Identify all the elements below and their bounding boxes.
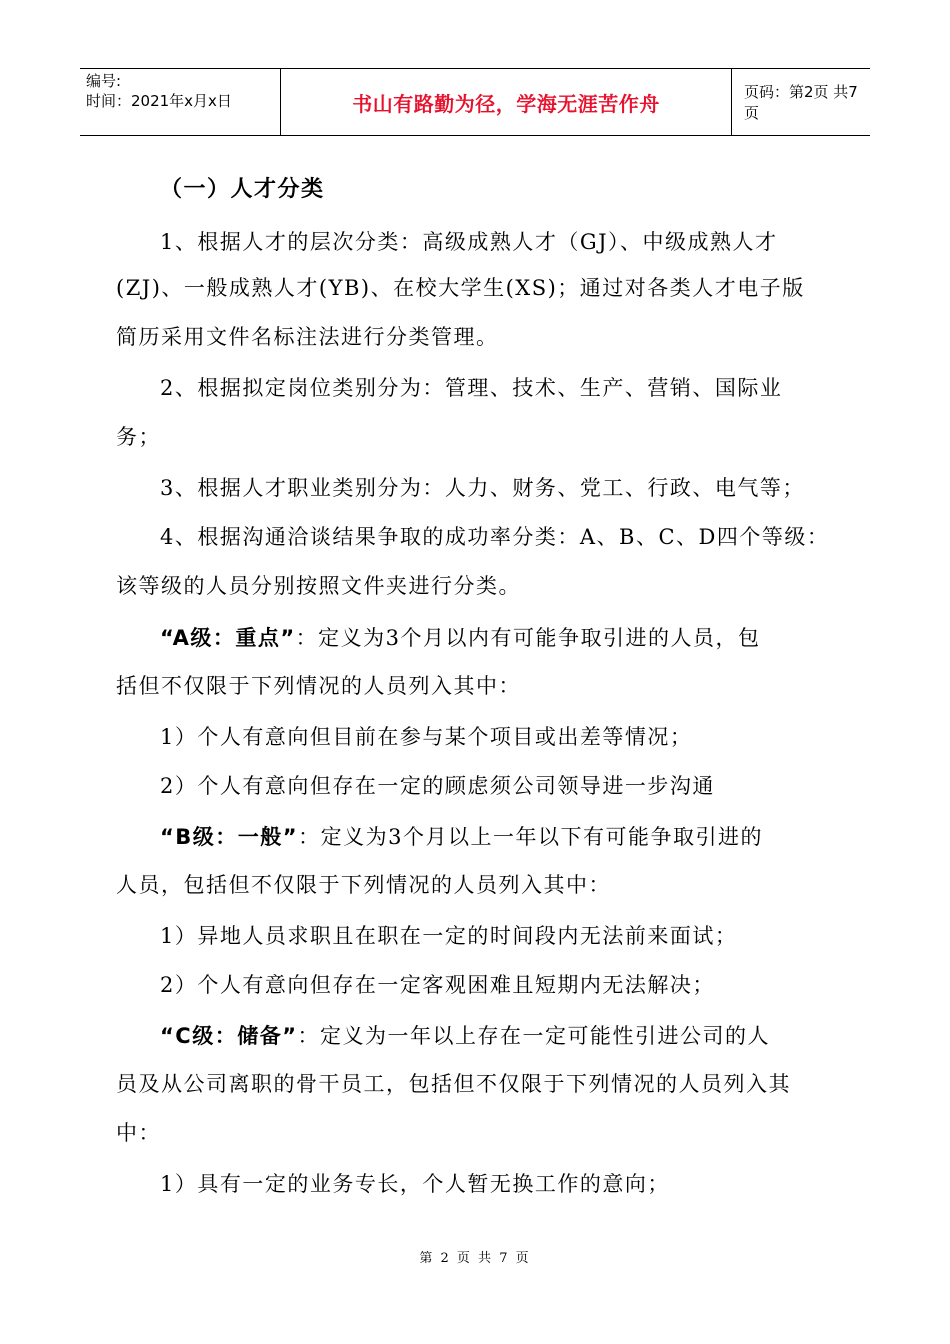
grade-a-definition: ：定义为3个月以内有可能争取引进的人员，包 — [295, 626, 761, 650]
document-number-label: 编号: — [86, 72, 122, 90]
paragraph-line: 1、根据人才的层次分类：高级成熟人才（GJ）、中级成熟人才 — [160, 230, 778, 254]
header-motto: 书山有路勤为径，学海无涯苦作舟 — [352, 91, 660, 116]
list-item: 1）具有一定的业务专长，个人暂无换工作的意向； — [160, 1172, 670, 1196]
header-motto-cell — [280, 69, 732, 135]
paragraph-line: 该等级的人员分别按照文件夹进行分类。 — [116, 574, 521, 598]
grade-c-line — [160, 1020, 880, 1050]
paragraph-line: 员及从公司离职的骨干员工，包括但不仅限于下列情况的人员列入其 — [116, 1072, 791, 1096]
grade-c-definition: ：定义为一年以上存在一定可能性引进公司的人 — [297, 1024, 771, 1048]
page-footer: 第 2 页 共 7 页 — [419, 1251, 531, 1266]
grade-a-label: “A级：重点” — [160, 626, 296, 650]
grade-b-definition: ：定义为3个月以上一年以下有可能争取引进的 — [298, 825, 763, 849]
list-item: 2）个人有意向但存在一定的顾虑须公司领导进一步沟通 — [160, 774, 715, 798]
list-item: 2）个人有意向但存在一定客观困难且短期内无法解决； — [160, 973, 715, 997]
grade-a-line — [160, 622, 880, 652]
header-page-number: 页码：第2页 共7页 — [744, 83, 858, 122]
paragraph-line: 括但不仅限于下列情况的人员列入其中： — [116, 674, 521, 698]
paragraph-line: 中： — [116, 1121, 161, 1145]
list-item: 1）异地人员求职且在职在一定的时间段内无法前来面试； — [160, 924, 738, 948]
header-page-cell — [732, 69, 870, 135]
paragraph-line: 4、根据沟通洽谈结果争取的成功率分类：A、B、C、D四个等级： — [160, 525, 830, 549]
paragraph-line: 3、根据人才职业类别分为：人力、财务、党工、行政、电气等； — [160, 476, 805, 500]
paragraph-line: 人员，包括但不仅限于下列情况的人员列入其中： — [116, 873, 611, 897]
document-time-label: 时间：2021年x月x日 — [86, 92, 232, 110]
paragraph-line: 务； — [116, 425, 161, 449]
grade-b-line — [160, 821, 880, 851]
page-header — [80, 68, 870, 136]
list-item: 1）个人有意向但目前在参与某个项目或出差等情况； — [160, 725, 693, 749]
grade-c-label: “C级：储备” — [160, 1024, 298, 1048]
header-meta — [80, 69, 280, 135]
paragraph-line: 简历采用文件名标注法进行分类管理。 — [116, 325, 499, 349]
paragraph-line: 2、根据拟定岗位类别分为：管理、技术、生产、营销、国际业 — [160, 376, 783, 400]
section-heading: （一）人才分类 — [160, 177, 325, 202]
paragraph-line: (ZJ)、一般成熟人才(YB)、在校大学生(XS)；通过对各类人才电子版 — [116, 276, 805, 300]
grade-b-label: “B级：一般” — [160, 825, 299, 849]
